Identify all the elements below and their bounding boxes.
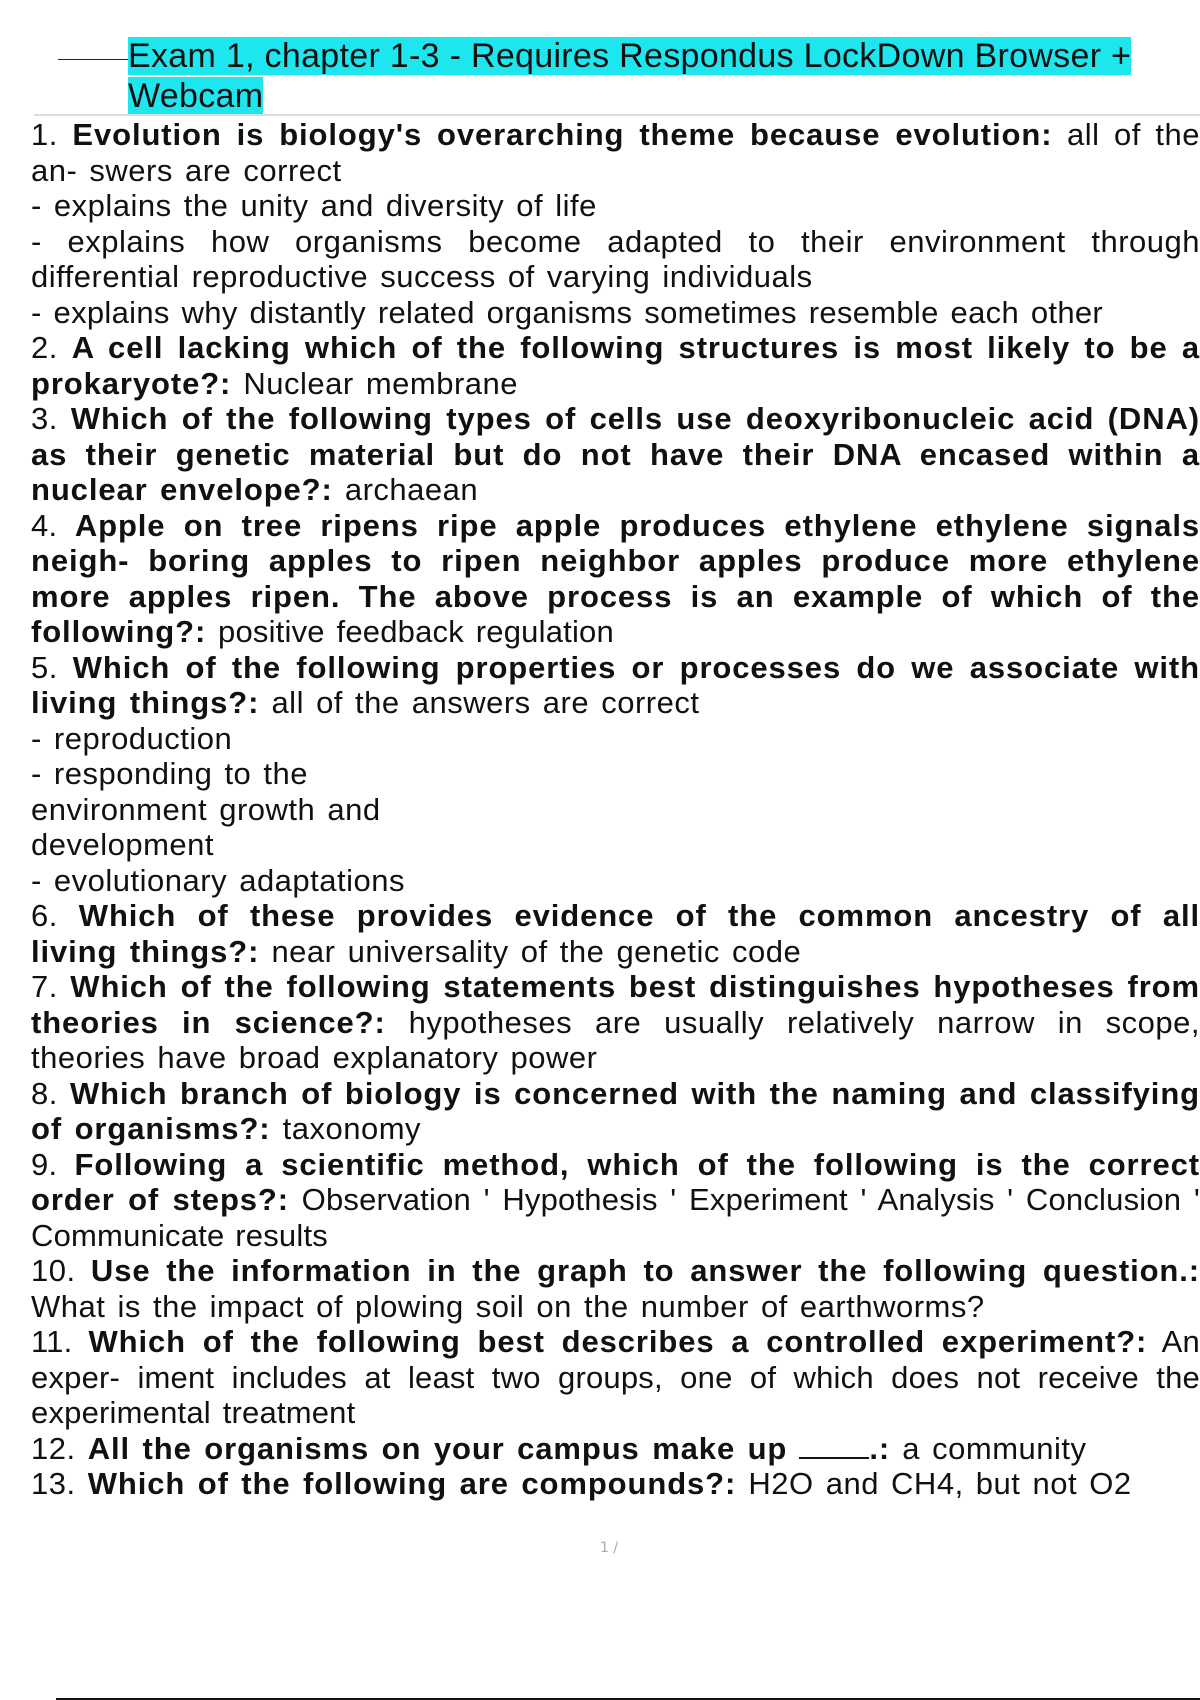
question-text-suffix: .: [869, 1430, 891, 1466]
q5-bullet-3: - evolutionary adaptations [31, 862, 406, 898]
question-number: 10. [31, 1253, 76, 1288]
question-9 [31, 1147, 1200, 1254]
question-text: Following a scientific method, which of the following is the correct order of steps?: [31, 1146, 1200, 1217]
title-divider [34, 114, 1200, 116]
question-number: 11. [31, 1324, 73, 1359]
answer-text: taxonomy [282, 1111, 422, 1146]
question-text: Which of the following properties or processes do we associate with living things?: [31, 649, 1200, 720]
question-number: 8. [31, 1075, 58, 1111]
question-13 [31, 1466, 1200, 1502]
answer-text: archaean [344, 472, 479, 507]
question-text: Which of the following best describes a controlled experiment?: [88, 1324, 1148, 1359]
question-2 [31, 330, 1200, 401]
question-4 [31, 508, 1200, 650]
q5-bullet-1: - reproduction [31, 720, 233, 756]
question-number: 6. [31, 898, 58, 933]
answer-text: Observation ' Hypothesis ' Experiment ' Analysis ' Conclusion ' Communicate results [31, 1182, 1200, 1253]
question-5 [31, 650, 1200, 721]
q1-bullet-1: - explains the unity and diversity of life [31, 188, 597, 223]
q5-bullet-2-line-2: environment growth and [31, 791, 381, 827]
question-text: Which of the following are compounds?: [87, 1466, 737, 1501]
question-number: 7. [31, 969, 58, 1004]
question-12 [31, 1431, 1200, 1467]
question-1 [31, 117, 1200, 188]
question-text: Which of the following types of cells use deoxyribonucleic acid (DNA) as their genetic material but do not have their DNA encased within a nuclear envelope?: [31, 401, 1200, 507]
title-leading-rule [58, 59, 128, 60]
question-number: 2. [31, 330, 58, 365]
question-number: 9. [31, 1146, 58, 1182]
question-number: 4. [31, 507, 58, 543]
q5-bullet-2-line-1: - responding to the [31, 756, 309, 791]
question-text: All the organisms on your campus make up [87, 1430, 788, 1466]
question-7 [31, 969, 1200, 1076]
question-number: 13. [31, 1466, 76, 1501]
question-text: Which of these provides evidence of the common ancestry of all living things?: [31, 898, 1200, 969]
answer-text: positive feedback regulation [218, 614, 614, 649]
answer-text: An exper- iment includes at least two groups, one of which does not receive the experimental treatment [31, 1324, 1200, 1430]
question-text: Which of the following statements best distinguishes hypotheses from theories in science?: [31, 969, 1200, 1040]
answer-text: a community [902, 1430, 1087, 1466]
question-10 [31, 1253, 1200, 1324]
question-6 [31, 898, 1200, 969]
page-number: 1 / [600, 1540, 619, 1556]
answer-text: near universality of the genetic code [271, 933, 802, 969]
answer-text: What is the impact of plowing soil on the number of earthworms? [31, 1288, 985, 1324]
question-list [31, 117, 1200, 1502]
question-text: Which branch of biology is concerned with the naming and classifying of organisms?: [31, 1075, 1200, 1146]
question-text: A cell lacking which of the following structures is most likely to be a prokaryote?: [31, 330, 1200, 401]
answer-text: hypotheses are usually relatively narrow in scope, theories have broad explanatory power [31, 1004, 1200, 1075]
q5-bullet-2-line-3: development [31, 827, 215, 862]
question-number: 1. [31, 117, 58, 152]
question-text: Apple on tree ripens ripe apple produces ethylene ethylene signals neigh- boring apples to ripen neighbor apples produce more ethylene more apples ripen. The above process is an example of which of the following?: [31, 507, 1200, 649]
fill-in-blank [799, 1457, 869, 1459]
q1-bullet-2: - explains how organisms become adapted to their environment through differential reproductive success of varying individuals [31, 223, 1200, 294]
question-number: 12. [31, 1430, 76, 1466]
exam-title [128, 36, 1200, 116]
question-3 [31, 401, 1200, 508]
question-number: 3. [31, 401, 58, 436]
answer-text: Nuclear membrane [243, 365, 519, 401]
answer-text: all of the an- swers are correct [31, 117, 1200, 188]
q1-bullet-3: - explains why distantly related organisms sometimes resemble each other [31, 294, 1104, 330]
question-text: Evolution is biology's overarching theme because evolution: [72, 117, 1053, 152]
question-11 [31, 1324, 1200, 1431]
answer-text: H2O and CH4, but not O2 [748, 1466, 1132, 1501]
question-8 [31, 1076, 1200, 1147]
question-number: 5. [31, 649, 58, 685]
question-text: Use the information in the graph to answer the following question.: [90, 1253, 1200, 1288]
exam-title-text: Exam 1, chapter 1-3 - Requires Respondus LockDown Browser + Webcam [128, 37, 1132, 115]
answer-text: all of the answers are correct [271, 685, 700, 720]
